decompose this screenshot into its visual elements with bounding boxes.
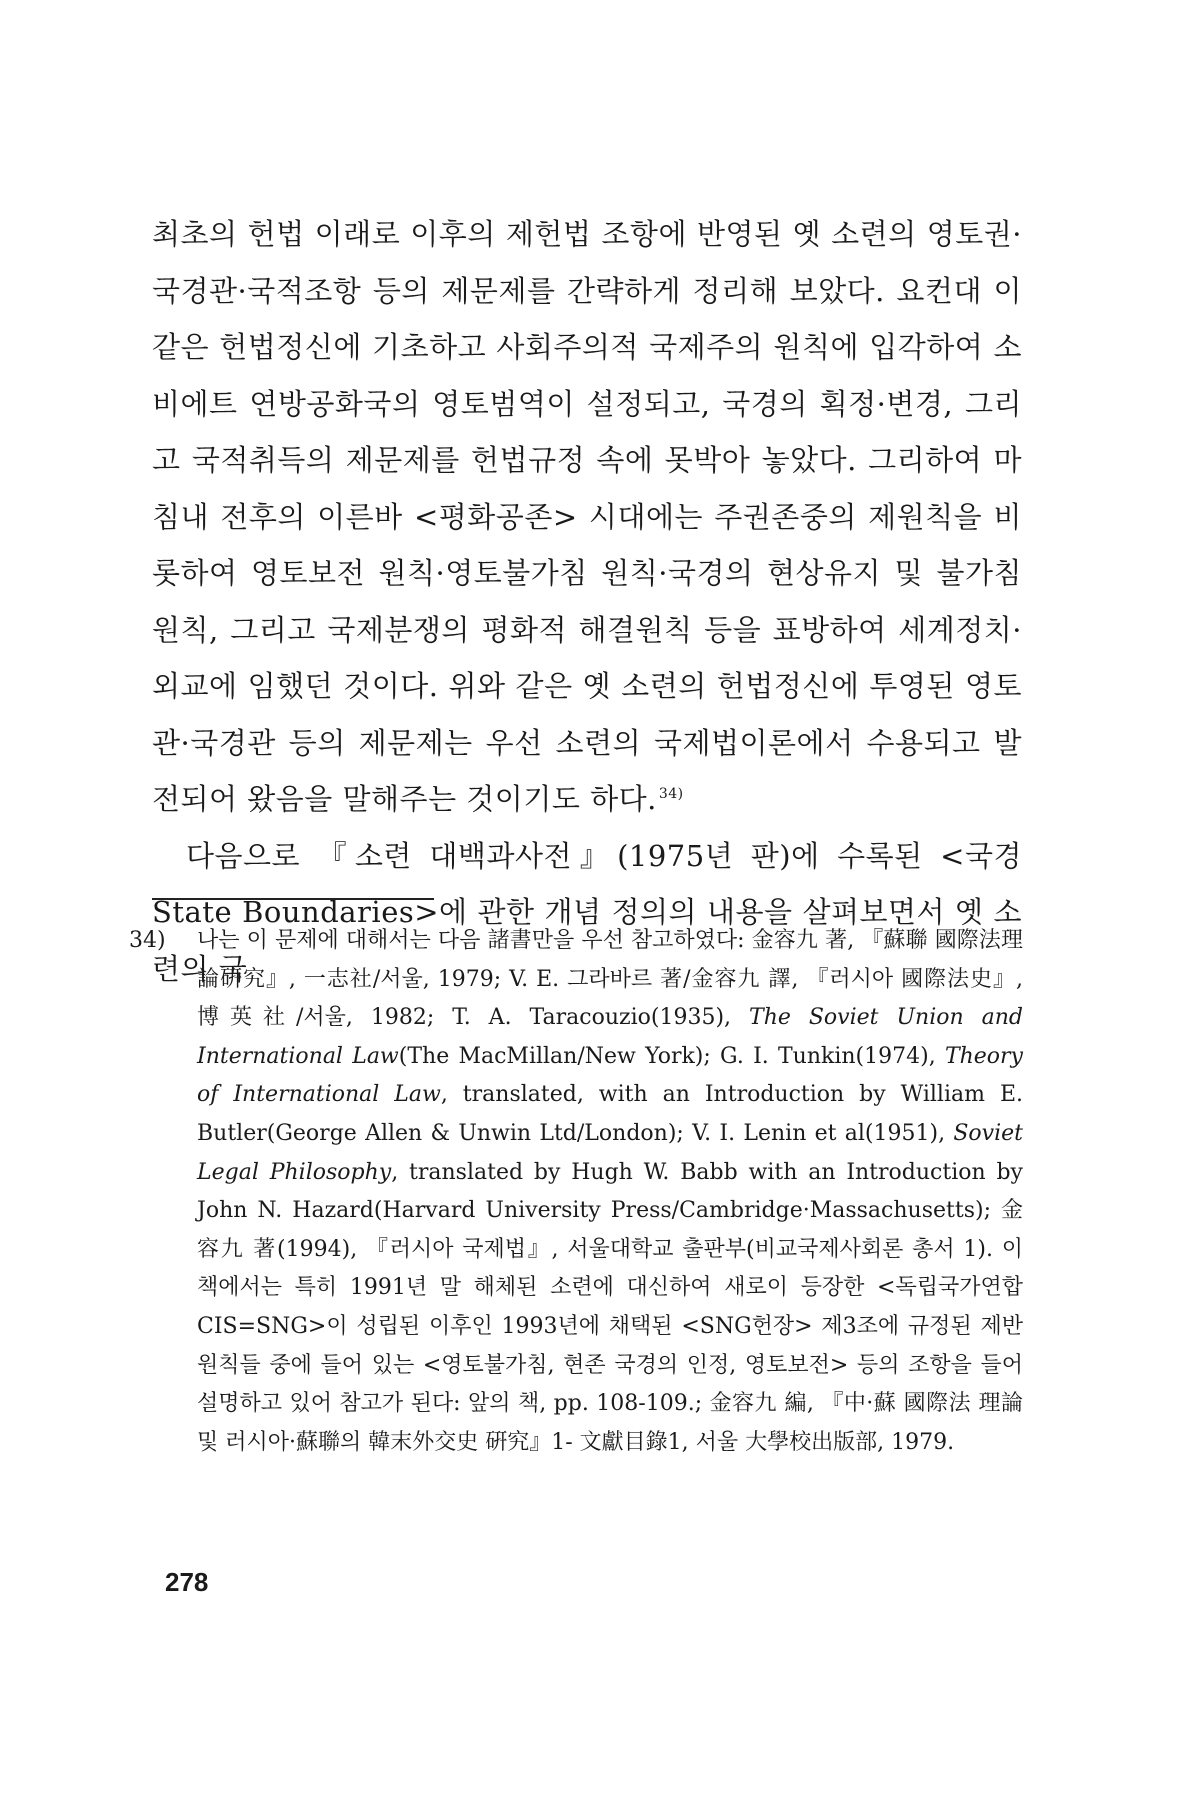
page-number: 278 [165,1567,209,1597]
footnote-reference[interactable]: 34) [658,786,684,803]
body-paragraph-1 [152,206,1022,828]
main-text [129,206,1022,997]
footnote-34 [129,922,1024,1462]
footnote-text-3: , translated, with an Introduction by William E. Butler(George Allen & Unwin Ltd/London); V. I. Lenin et al(1951), [197,1082,1023,1146]
body-paragraph-1-text: 최초의 헌법 이래로 이후의 제헌법 조항에 반영된 옛 소련의 영토권·국경관·국적조항 등의 제문제를 간략하게 정리해 보았다. 요컨대 이같은 헌법정신에 기초하고 사회주의적 국제주의 원칙에 입각하여 소비에트 연방공화국의 영토범역이 설정되고, 국경의 획정·변경, 그리고 국적취득의 제문제를 헌법규정 속에 못박아 놓았다. 그리하여 마침내 전후의 이른바 <평화공존> 시대에는 주권존중의 제원칙을 비롯하여 영토보전 원칙·영토불가침 원칙·국경의 현상유지 및 불가침 원칙, 그리고 국제분쟁의 평화적 해결원칙 등을 표방하여 세계정치·외교에 임했던 것이다. 위와 같은 옛 소련의 헌법정신에 투영된 영토관·국경관 등의 제문제는 우선 소련의 국제법이론에서 수용되고 발전되어 왔음을 말해주는 것이기도 하다. [152,217,1022,816]
footnote-text-4: , translated by Hugh W. Babb with an Introduction by John N. Hazard(Harvard University Press/Cambridge·Massachusetts); 金容九 著(1994), 『러시아 국제법』, 서울대학교 출판부(비교국제사회론 총서 1). 이 책에서는 특히 1991년 말 해체된 소련에 대신하여 새로이 등장한 <독립국가연합CIS=SNG>이 성립된 이후인 1993년에 채택된 <SNG헌장> 제3조에 규정된 제반 원칙들 중에 들어 있는 <영토불가침, 현존 국경의 인정, 영토보전> 등의 조항을 들어 설명하고 있어 참고가 된다: 앞의 책, pp. 108-109.; 金容九 編, 『中·蘇 國際法 理論 및 러시아·蘇聯의 韓末外交史 硏究』1- 文獻目錄1, 서울 大學校出版部, 1979. [197,1159,1023,1455]
footnote-divider [152,898,434,900]
footnote-title-2: Theory of International Law [197,1043,1023,1108]
footnote-title-3: Soviet Legal Philosophy [197,1120,1023,1185]
footnote-body [129,922,1024,1462]
footnote-title-1: The Soviet Union and International Law [197,1005,1024,1069]
footnote-text-1: 나는 이 문제에 대해서는 다음 諸書만을 우선 참고하였다: 金容九 著, 『蘇聯 國際法理論硏究』, 一志社/서울, 1979; V. E. 그라바르 著/金容九 譯, 『러시아 國際法史』, 博英社/서울, 1982; T. A. Taracouzio(1935), [197,928,1023,1031]
footnote-text-2: (The MacMillan/New York); G. I. Tunkin(1974), [398,1043,945,1069]
body-paragraph-2: 다음으로 『소련 대백과사전』(1975년 판)에 수록된 <국경 State Boundaries>에 관한 개념 정의의 내용을 살펴보면서 옛 소련의 국 [152,838,1022,986]
footnote-number: 34) [129,928,166,953]
